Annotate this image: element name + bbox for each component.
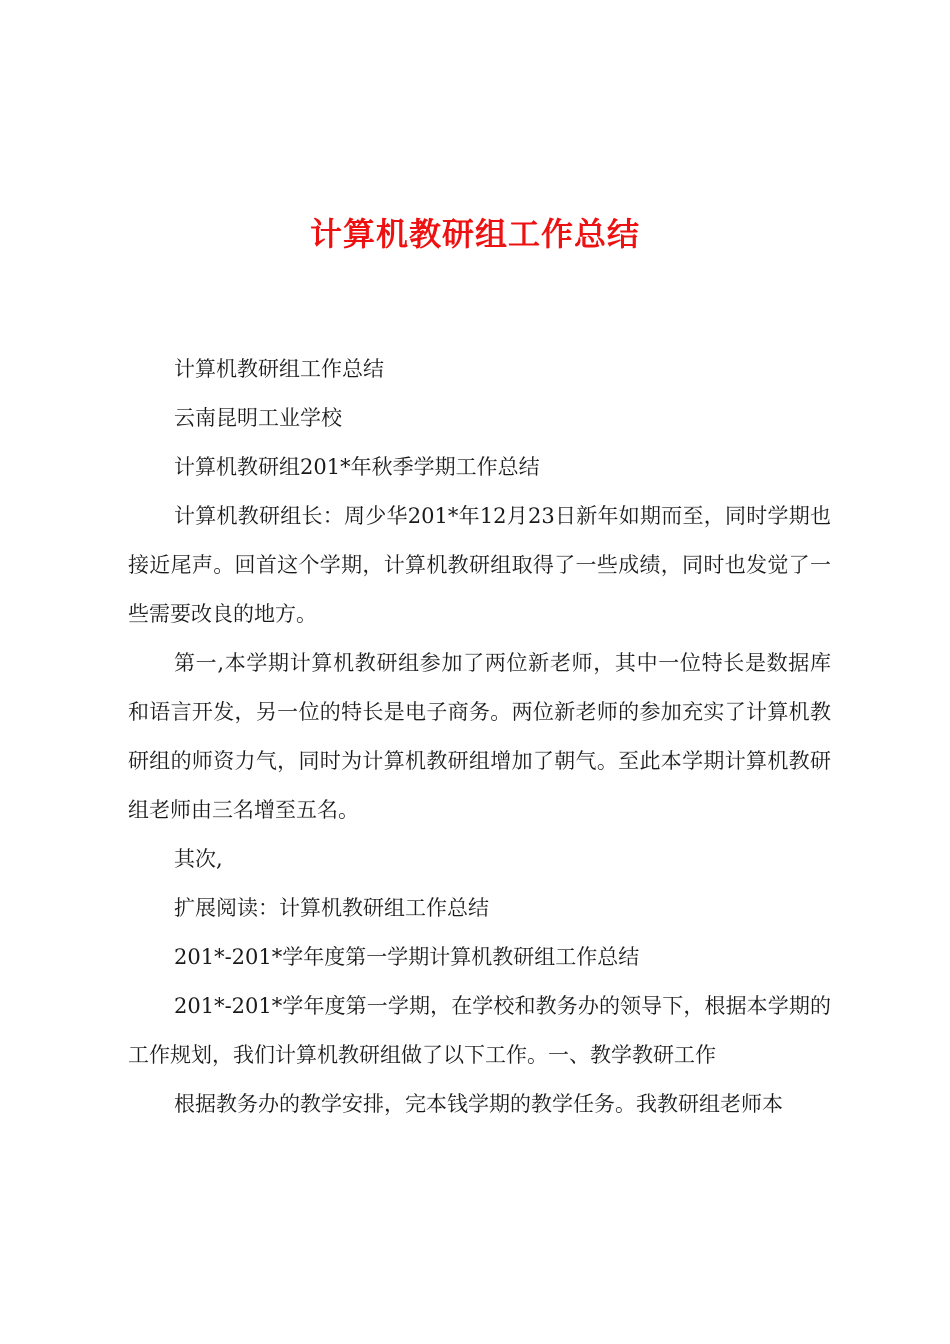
paragraph: 其次, <box>174 847 223 871</box>
document-title: 计算机教研组工作总结 <box>309 215 640 253</box>
paragraph: 计算机教研组长：周少华201*年12月23日新年如期而至，同时学期也接近尾声。回首这个学期，计算机教研组取得了一些成绩，同时也发觉了一些需要改良的地方。 <box>128 504 831 626</box>
paragraph: 根据教务办的教学安排，完本钱学期的教学任务。我教研组老师本 <box>174 1092 783 1116</box>
document-body <box>128 345 831 1129</box>
paragraph: 扩展阅读：计算机教研组工作总结 <box>174 896 489 920</box>
paragraph: 云南昆明工业学校 <box>174 406 342 430</box>
paragraph: 201*-201*学年度第一学期，在学校和教务办的领导下，根据本学期的工作规划，我们计算机教研组做了以下工作。一、教学教研工作 <box>128 994 831 1067</box>
paragraph: 第一,本学期计算机教研组参加了两位新老师，其中一位特长是数据库和语言开发，另一位的特长是电子商务。两位新老师的参加充实了计算机教研组的师资力气，同时为计算机教研组增加了朝气。至此本学期计算机教研组老师由三名增至五名。 <box>128 651 831 822</box>
paragraph: 计算机教研组201*年秋季学期工作总结 <box>174 455 540 479</box>
paragraph: 计算机教研组工作总结 <box>174 357 384 381</box>
paragraph: 201*-201*学年度第一学期计算机教研组工作总结 <box>174 945 640 969</box>
